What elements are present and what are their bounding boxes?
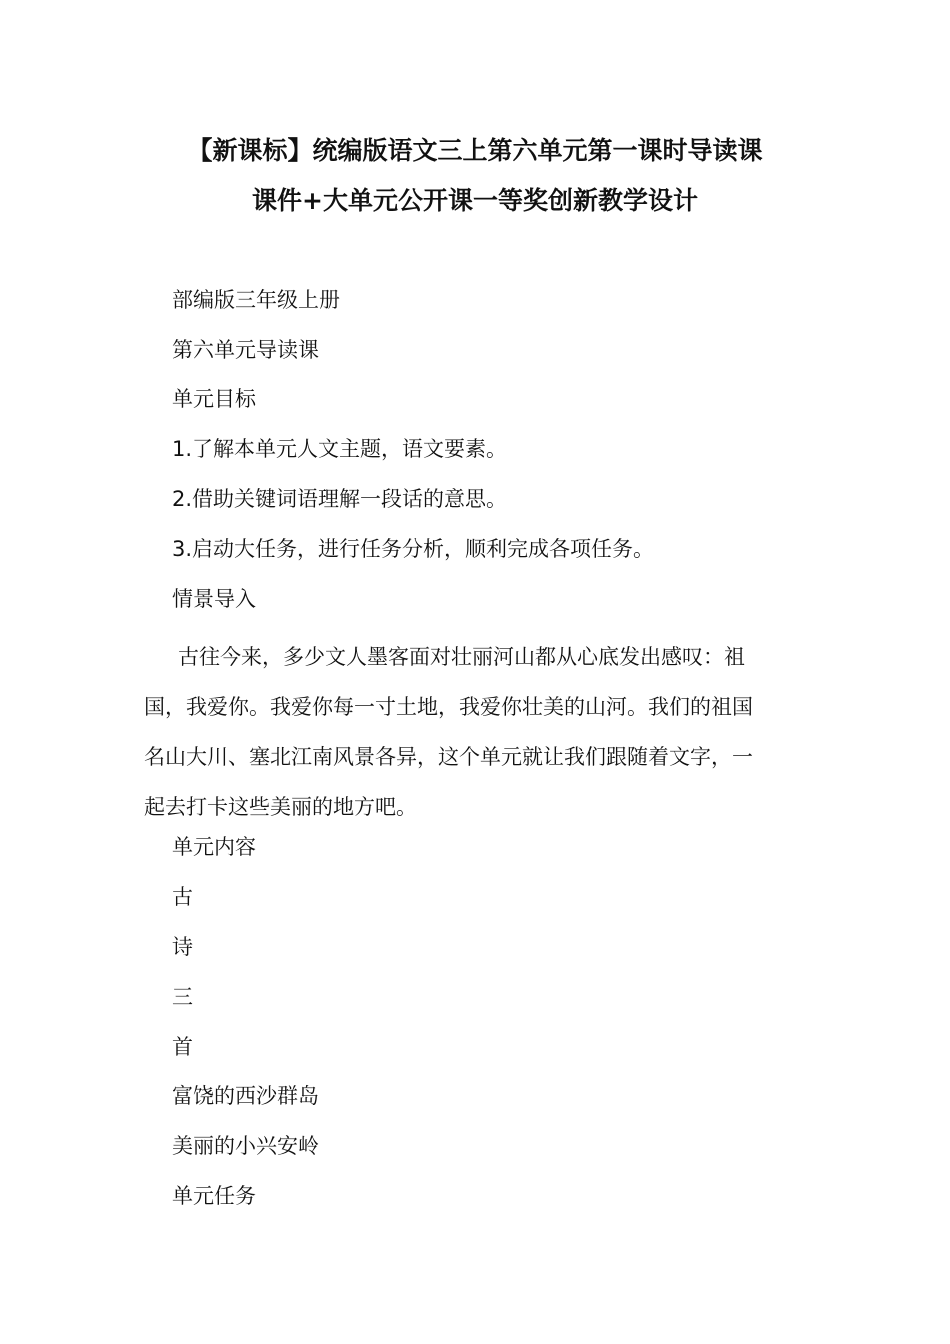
document-title-line-2: 课件+大单元公开课一等奖创新教学设计 — [252, 186, 698, 215]
document-title-line-1: 【新课标】统编版语文三上第六单元第一课时导读课 — [187, 136, 763, 165]
heading-unit-tasks: 单元任务 — [172, 1184, 256, 1208]
content-item: 古 — [172, 885, 193, 909]
intro-line: 古往今来，多少文人墨客面对壮丽河山都从心底发出感叹：祖 — [178, 645, 745, 669]
content-item: 富饶的西沙群岛 — [172, 1084, 319, 1108]
goal-item-3: 3.启动大任务，进行任务分析，顺利完成各项任务。 — [172, 537, 655, 561]
heading-unit-goals: 单元目标 — [172, 387, 256, 411]
intro-line: 国，我爱你。我爱你每一寸土地，我爱你壮美的山河。我们的祖国 — [144, 695, 753, 719]
goal-item-1: 1.了解本单元人文主题，语文要素。 — [172, 437, 508, 461]
content-item: 美丽的小兴安岭 — [172, 1134, 319, 1158]
content-item: 三 — [172, 985, 193, 1009]
content-item: 诗 — [172, 935, 193, 959]
goal-item-2: 2.借助关键词语理解一段话的意思。 — [172, 487, 508, 511]
paragraph-unit-lesson: 第六单元导读课 — [172, 338, 319, 362]
content-item: 首 — [172, 1035, 193, 1059]
intro-line: 起去打卡这些美丽的地方吧。 — [144, 795, 417, 819]
paragraph-grade: 部编版三年级上册 — [172, 288, 340, 312]
heading-unit-content: 单元内容 — [172, 835, 256, 859]
intro-line: 名山大川、塞北江南风景各异，这个单元就让我们跟随着文字，一 — [144, 745, 753, 769]
heading-scene-intro: 情景导入 — [172, 587, 256, 611]
intro-paragraph — [144, 632, 808, 832]
